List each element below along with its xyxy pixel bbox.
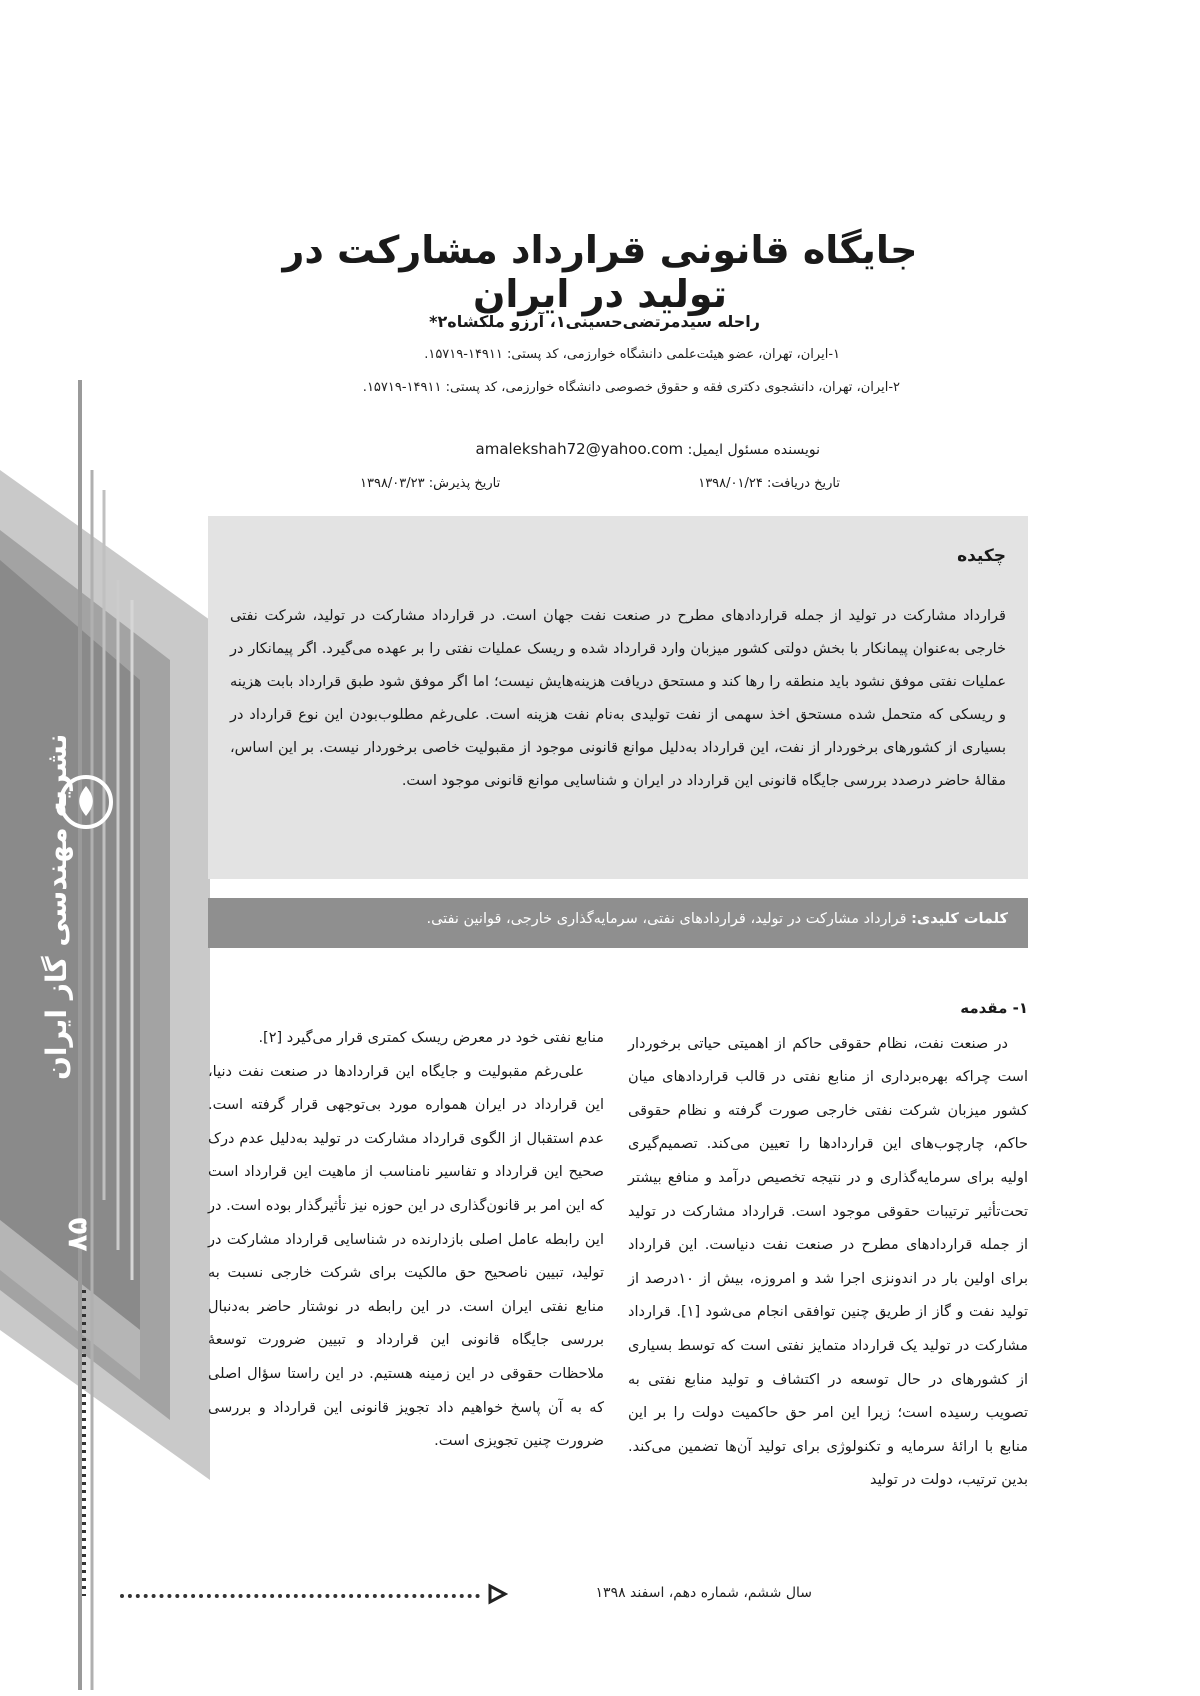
body-column-right (628, 992, 1028, 1498)
keywords-box (208, 898, 1028, 948)
affiliation-1: ۱-ایران، تهران، عضو هیئت‌علمی دانشگاه خوارزمی، کد پستی: ۱۴۹۱۱-۱۵۷۱۹. (424, 347, 840, 362)
affiliation-2: ۲-ایران، تهران، دانشجوی دکتری فقه و حقوق خصوصی دانشگاه خوارزمی، کد پستی: ۱۴۹۱۱-۱۵۷۱۹. (362, 380, 900, 395)
abstract-box (208, 516, 1028, 879)
journal-name-vertical: نشریه مهندسی گاز ایران (40, 733, 73, 1080)
corresponding-email-row (420, 440, 820, 458)
author-list: راحله سیدمرتضی‌حسینی۱، آرزو ملکشاه۲* (429, 312, 760, 331)
accepted-date (360, 476, 500, 491)
footer-issue-info: سال ششم، شماره دهم، اسفند ۱۳۹۸ (595, 1585, 812, 1601)
received-value: ۱۳۹۸/۰۱/۲۴ (698, 476, 763, 491)
email-address[interactable]: amalekshah72@yahoo.com (475, 440, 684, 458)
received-label: تاریخ دریافت: (766, 476, 840, 491)
dates-row (360, 476, 840, 491)
intro-paragraph-cont: منابع نفتی خود در معرض ریسک کمتری قرار می‌گیرد [۲]. (258, 1030, 604, 1046)
accepted-label: تاریخ پذیرش: (428, 476, 501, 491)
article-title: جایگاه قانونی قرارداد مشارکت در تولید در ایران (282, 228, 918, 316)
triangle-arrow-icon (486, 1583, 508, 1605)
received-date (698, 476, 840, 491)
abstract-text: قرارداد مشارکت در تولید از جمله قراردادهای مطرح در صنعت نفت جهان است. در قرارداد مشارکت در تولید، شرکت نفتی خارجی به‌عنوان پیمانکار با بخش دولتی کشور میزبان وارد قرارداد شده و ریسک عملیات نفتی را بر عهده می‌گیرد. اگر پیمانکار در عملیات نفتی موفق نشود باید منطقه را رها کند و مستحق دریافت هزینه‌هایش نیست؛ اما اگر موفق شود طبق قرارداد بابت هزینه و ریسکی که متحمل شده مستحق اخذ سهمی از نفت تولیدی به‌نام نفت هزینه است. علی‌رغم مطلوب‌بودن این نوع قرارداد در بسیاری از کشورهای برخوردار از نفت، این قرارداد به‌دلیل موانع قانونی موجود از مقبولیت خاصی برخوردار نیست. بر این اساس، مقالهٔ حاضر درصدد بررسی جایگاه قانونی این قرارداد در ایران و شناسایی موانع قانونی موجود است. (230, 608, 1006, 789)
side-page-number: ۸۵ (60, 1217, 94, 1252)
section-heading-intro: ۱- مقدمه (960, 999, 1028, 1017)
body-column-left (208, 1022, 604, 1459)
keywords-label: کلمات کلیدی: (911, 911, 1008, 927)
footer-dotted-rule (120, 1594, 480, 1598)
accepted-value: ۱۳۹۸/۰۳/۲۳ (360, 476, 425, 491)
intro-paragraph-1: در صنعت نفت، نظام حقوقی حاکم از اهمیتی حیاتی برخوردار است چراکه بهره‌برداری از منابع نفتی در قالب قراردادهای میان کشور میزبان شرکت نفتی خارجی صورت گرفته و نظام حقوقی حاکم، چارچوب‌های این قراردادها را تعیین می‌کند. تصمیم‌گیری اولیه برای سرمایه‌گذاری و در نتیجه تخصیص درآمد و منافع بیشتر تحت‌تأثیر ترتیبات حقوقی موجود است. قرارداد مشارکت در تولید از جمله قراردادهای مطرح در صنعت نفت دنیاست. این قرارداد برای اولین بار در اندونزی اجرا شد و امروزه، بیش از ۱۰درصد از تولید نفت و گاز از طریق چنین توافقی انجام می‌شود [۱]. قرارداد مشارکت در تولید یک قرارداد متمایز نفتی است که توسط بسیاری از کشورهای در حال توسعه در اکتشاف و تولید منابع نفتی به تصویب رسیده است؛ زیرا این امر حق حاکمیت دولت را بر این منابع با ارائهٔ سرمایه و تکنولوژی برای تولید آن‌ها تضمین می‌کند. بدین ترتیب، دولت در تولید (628, 1035, 1029, 1489)
keywords-text: قرارداد مشارکت در تولید، قراردادهای نفتی، سرمایه‌گذاری خارجی، قوانین نفتی. (426, 911, 907, 927)
abstract-heading: چکیده (957, 546, 1006, 566)
email-label: نویسنده مسئول ایمیل: (687, 442, 820, 458)
intro-paragraph-2: علی‌رغم مقبولیت و جایگاه این قراردادها در صنعت نفت دنیا، این قرارداد در ایران همواره مورد بی‌توجهی قرار گرفته است. عدم استقبال از الگوی قرارداد مشارکت در تولید به‌دلیل عدم درک صحیح این قرارداد و تفاسیر نامناسب از ماهیت این قرارداد است که این امر بر قانون‌گذاری در این حوزه نیز تأثیرگذار بوده است. در این رابطه عامل اصلی بازدارنده در شناسایی قرارداد مشارکت در تولید، تبیین ناصحیح حق مالکیت برای شرکت خارجی نسبت به منابع نفتی ایران است. در این رابطه در نوشتار حاضر به‌دنبال بررسی جایگاه قانونی این قرارداد و تبیین ضرورت توسعهٔ ملاحظات حقوقی در این زمینه هستیم. در این راستا سؤال اصلی که به آن پاسخ خواهیم داد تجویز قانونی این قرارداد و بررسی ضرورت چنین تجویزی است. (208, 1063, 604, 1450)
